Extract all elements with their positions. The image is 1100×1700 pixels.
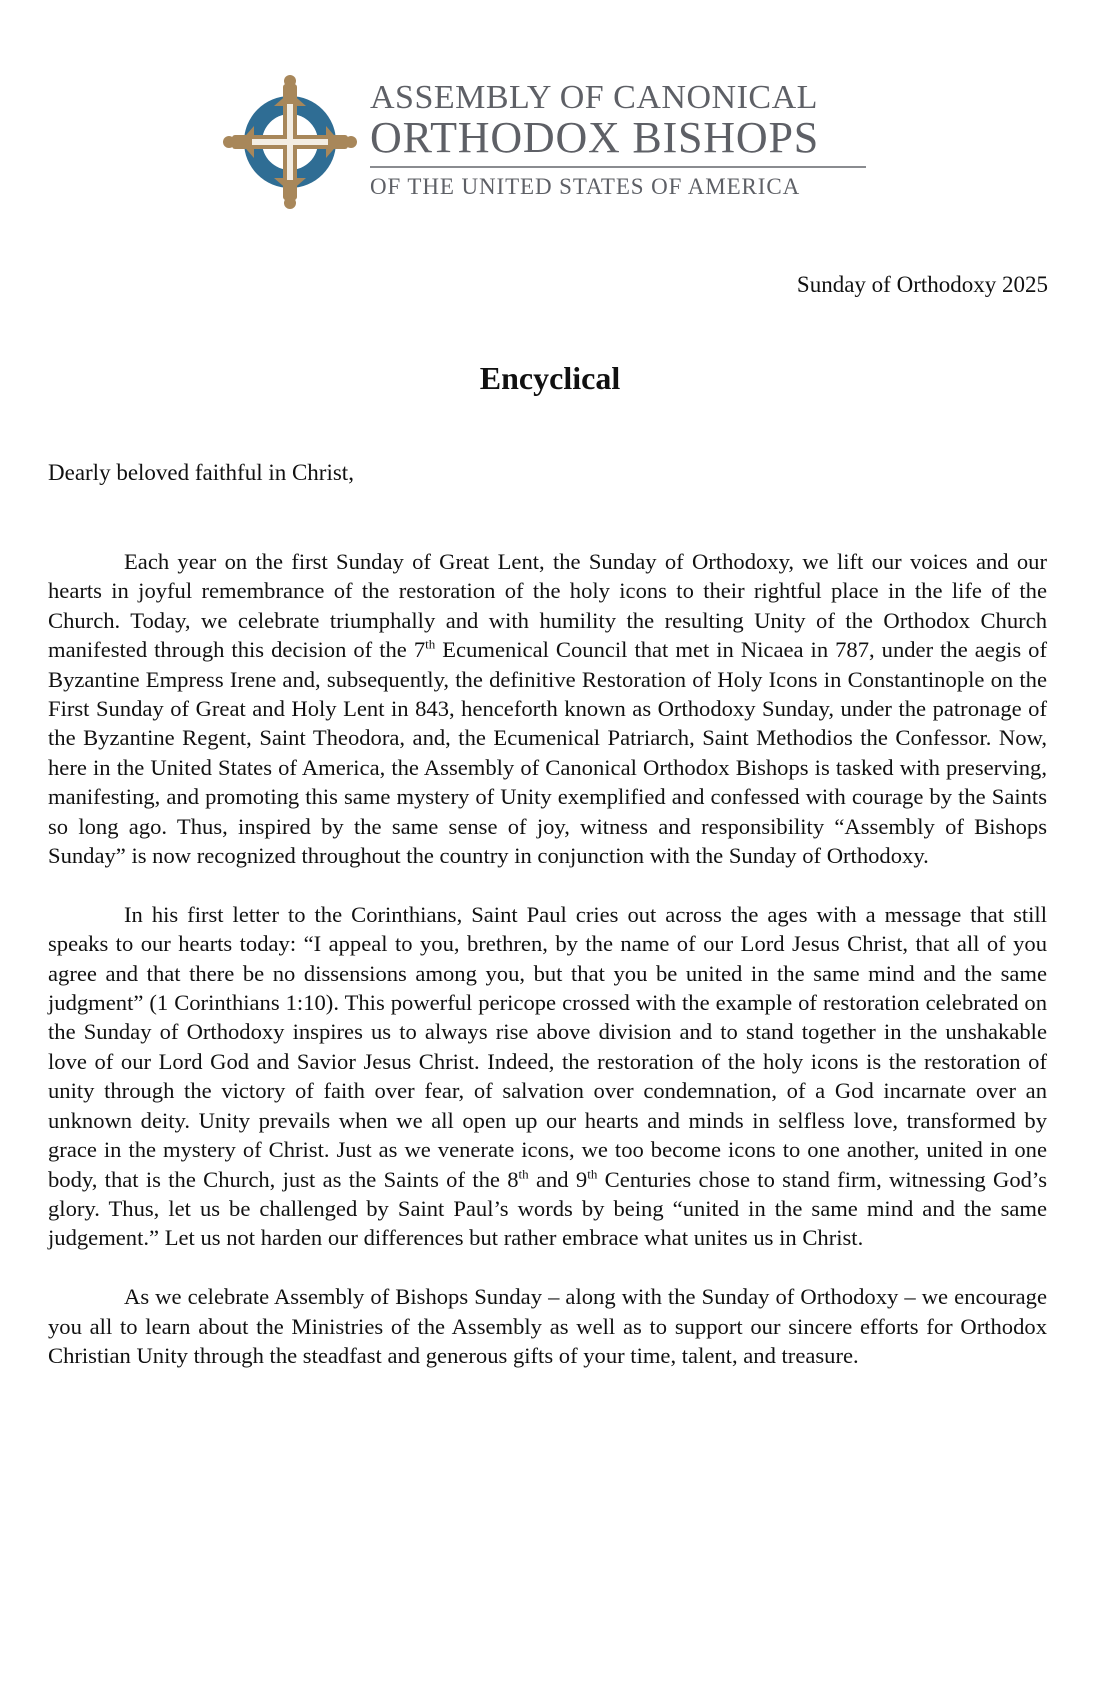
paragraph-3: As we celebrate Assembly of Bishops Sunday – along with the Sunday of Orthodoxy – we encourage you all to learn about the Ministries of the Assembly as well as to support our sincere efforts for Orthodox Christian Unity through the steadfast and generous gifts of your time, talent, and treasure. — [48, 1284, 1047, 1368]
document-date: Sunday of Orthodoxy 2025 — [796, 272, 1048, 297]
cross-emblem-icon — [222, 74, 358, 210]
paragraph-2: In his first letter to the Corinthians, Saint Paul cries out across the ages with a message that still speaks to our hearts today: “I appeal to you, brethren, by the name of our Lord Jesus Christ, that all of you agree and that there be no dissensions among you, but that you be united in the same mind and the same judgment” (1 Corinthians 1:10). This powerful pericope crossed with the example of restoration celebrated on the Sunday of Orthodoxy inspires us to always rise above division and to stand together in the unshakable love of our Lord God and Savior Jesus Christ. Indeed, the restoration of the holy icons is the restoration of unity through the victory of faith over fear, of salvation over condemnation, of a God incarnate over an unknown deity. Unity prevails when we all open up our hearts and minds in selfless love, transformed by grace in the mystery of Christ. Just as we venerate icons, we too become icons to one another, united in one body, that is the Church, just as the Saints of the 8th and 9th Centuries chose to stand firm, witnessing God’s glory. Thus, let us be challenged by Saint Paul’s words by being “united in the same mind and the same judgement.” Let us not harden our differences but rather embrace what unites us in Christ. — [48, 901, 1047, 1251]
org-name-line1: ASSEMBLY OF CANONICAL — [370, 79, 818, 116]
letterhead — [222, 74, 922, 214]
paragraph-1: Each year on the first Sunday of Great Lent, the Sunday of Orthodoxy, we lift our voices and our hearts in joyful remembrance of the restoration of the holy icons to their rightful place in the life of the Church. Today, we celebrate triumphally and with humility the resulting Unity of the Orthodox Church manifested through this decision of the 7th Ecumenical Council that met in Nicaea in 787, under the aegis of Byzantine Empress Irene and, subsequently, the definitive Restoration of Holy Icons in Constantinople on the First Sunday of Great and Holy Lent in 843, henceforth known as Orthodoxy Sunday, under the patronage of the Byzantine Regent, Saint Theodora, and, the Ecumenical Patriarch, Saint Methodios the Confessor. Now, here in the United States of America, the Assembly of Canonical Orthodox Bishops is tasked with preserving, manifesting, and promoting this same mystery of Unity exemplified and confessed with courage by the Saints so long ago. Thus, inspired by the same sense of joy, witness and responsibility “Assembly of Bishops Sunday” is now recognized throughout the country in conjunction with the Sunday of Orthodoxy. — [48, 549, 1047, 869]
letterhead-divider — [370, 166, 866, 168]
organization-name — [370, 80, 910, 200]
document-title: Encyclical — [479, 360, 621, 396]
letter-body — [48, 547, 1047, 1400]
org-name-line3: OF THE UNITED STATES OF AMERICA — [370, 173, 801, 199]
org-name-line2: ORTHODOX BISHOPS — [370, 113, 819, 162]
salutation: Dearly beloved faithful in Christ, — [48, 460, 354, 485]
